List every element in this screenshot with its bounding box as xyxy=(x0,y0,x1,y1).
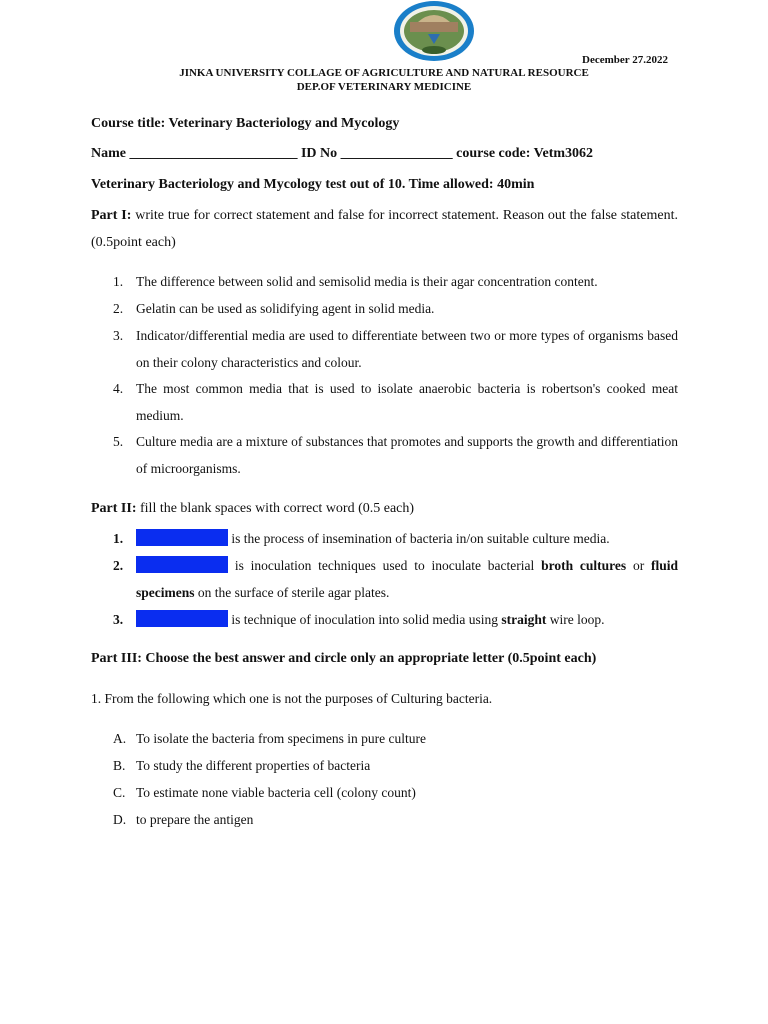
part3-question: 1. From the following which one is not the purposes of Culturing bacteria. xyxy=(91,691,493,706)
item-number: 1. xyxy=(113,274,124,289)
item-number: 5. xyxy=(113,434,124,449)
item-number: 2. xyxy=(113,558,124,573)
item-number: 1. xyxy=(113,531,124,546)
item-number: 2. xyxy=(113,301,124,316)
university-seal-icon xyxy=(392,0,476,62)
test-date: December 27.2022 xyxy=(582,54,668,66)
part1-item xyxy=(113,428,678,482)
part1-item xyxy=(113,268,678,295)
option-letter: B. xyxy=(113,758,126,773)
part2-item xyxy=(113,552,678,606)
part2-instruction-text: fill the blank spaces with correct word (0.5 each) xyxy=(140,501,415,516)
option-text: To study the different properties of bacteria xyxy=(136,758,371,773)
item-text-part: is technique of inoculation into solid media using xyxy=(231,612,498,627)
item-number: 3. xyxy=(113,328,124,343)
answer-blank[interactable] xyxy=(136,529,228,546)
item-text-part: wire loop. xyxy=(549,612,605,627)
item-text: The difference between solid and semisolid media is their agar concentration content. xyxy=(136,274,598,289)
option-text: To estimate none viable bacteria cell (colony count) xyxy=(136,785,416,800)
course-title: Course title: Veterinary Bacteriology and Mycology xyxy=(91,116,400,131)
item-bold-term: straight xyxy=(501,612,547,627)
answer-option[interactable] xyxy=(113,806,678,833)
part1-label: Part I: xyxy=(91,208,132,223)
institution-name: JINKA UNIVERSITY COLLAGE OF AGRICULTURE AND NATURAL RESOURCE xyxy=(179,67,589,79)
item-text: The most common media that is used to isolate anaerobic bacteria is robertson's cooked meat medium. xyxy=(136,381,678,423)
item-bold-term: broth cultures xyxy=(541,558,627,573)
part3-heading: Part III: Choose the best answer and circle only an appropriate letter (0.5point each) xyxy=(91,651,597,666)
answer-blank[interactable] xyxy=(136,610,228,627)
item-text-part: is the process of insemination of bacteria in/on suitable culture media. xyxy=(231,531,610,546)
option-letter: A. xyxy=(113,731,127,746)
test-info-line: Veterinary Bacteriology and Mycology test out of 10. Time allowed: 40min xyxy=(91,177,535,192)
item-text xyxy=(136,606,678,633)
answer-option[interactable] xyxy=(113,725,678,752)
part1-item xyxy=(113,375,678,429)
part2-item xyxy=(113,525,678,552)
part1-instruction-text: write true for correct statement and false for incorrect statement. Reason out the false statement. (0.5point each) xyxy=(91,208,678,250)
option-letter: C. xyxy=(113,785,126,800)
part1-instruction xyxy=(91,202,678,256)
item-text: Gelatin can be used as solidifying agent in solid media. xyxy=(136,301,435,316)
answer-option[interactable] xyxy=(113,779,678,806)
part2-item xyxy=(113,606,678,633)
department-name: DEP.OF VETERINARY MEDICINE xyxy=(296,81,472,93)
item-text xyxy=(136,525,678,552)
item-text: Indicator/differential media are used to differentiate between two or more types of organisms based on their colony characteristics and colour. xyxy=(136,328,678,370)
item-text-part: or xyxy=(632,558,645,573)
part1-item xyxy=(113,322,678,376)
student-info-line: Name ________________________ ID No ________________ course code: Vetm3062 xyxy=(91,146,594,161)
item-text-part: is inoculation techniques used to inoculate bacterial xyxy=(234,558,535,573)
part2-label: Part II: xyxy=(91,501,137,516)
part1-item xyxy=(113,295,678,322)
item-number: 3. xyxy=(113,612,124,627)
answer-option[interactable] xyxy=(113,752,678,779)
item-text xyxy=(136,552,678,606)
answer-blank[interactable] xyxy=(136,556,228,573)
option-text: To isolate the bacteria from specimens in pure culture xyxy=(136,731,426,746)
part2-instruction xyxy=(91,495,678,522)
option-letter: D. xyxy=(113,812,127,827)
item-text-part: on the surface of sterile agar plates. xyxy=(197,585,390,600)
item-bold-term: fluid specimens xyxy=(136,558,679,600)
item-number: 4. xyxy=(113,381,124,396)
item-text: Culture media are a mixture of substances that promotes and supports the growth and differentiation of microorganisms. xyxy=(136,434,678,476)
option-text: to prepare the antigen xyxy=(136,812,254,827)
